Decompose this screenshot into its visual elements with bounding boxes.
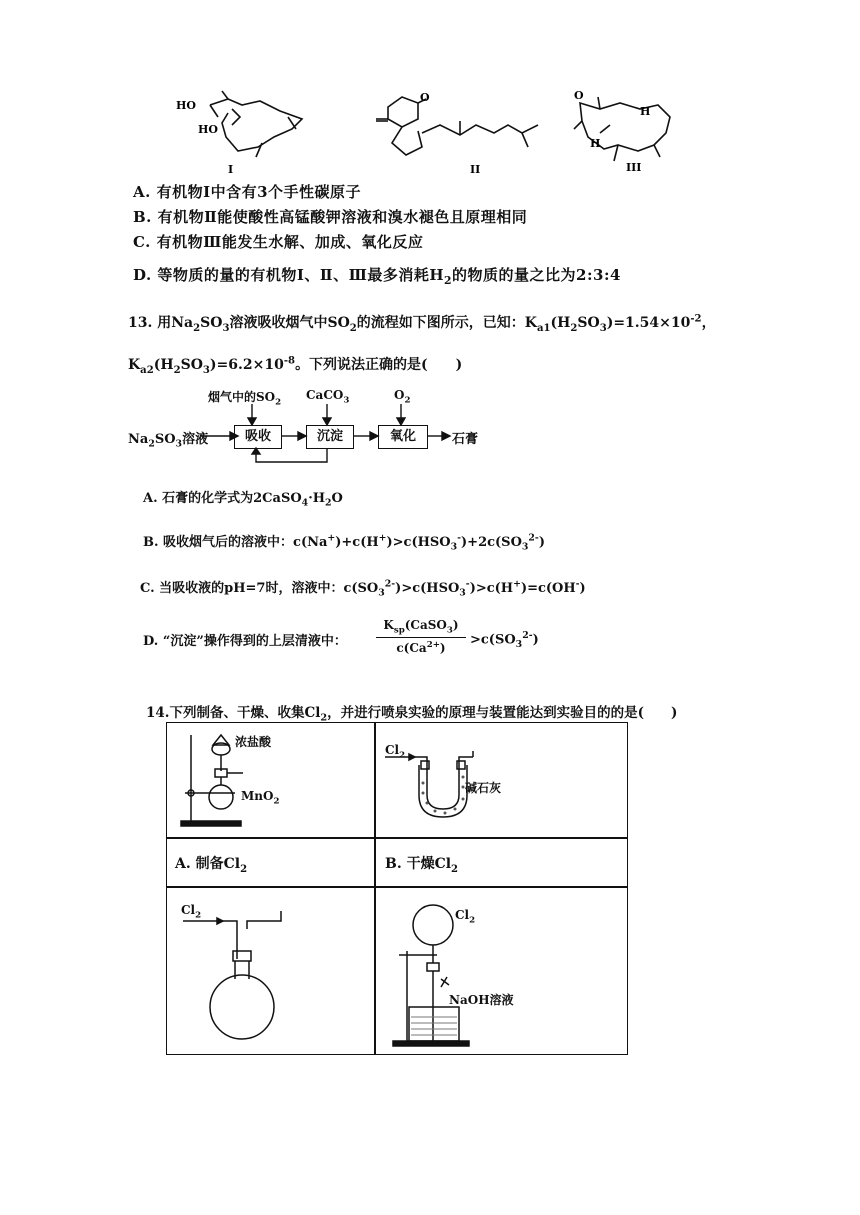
label-conc-hcl: 浓盐酸 (235, 735, 272, 749)
molecule-1-label: I (228, 163, 234, 176)
label-b-cl2: $Cl_2$ (385, 743, 406, 761)
q13-option-c: C. 当吸收液的pH=7时，溶液中：$c(SO_3^{2-})>c(HSO_3^-)>c(H^+)=c(OH^-)$ (140, 578, 586, 599)
fraction-bar (376, 637, 466, 638)
q13-option-d-tail: $>c(SO_3^{2-})$ (470, 630, 539, 650)
flow-output: 石膏 (452, 432, 479, 447)
molecule-3-structure (574, 97, 670, 161)
q13-stem-line1: 13. 用$Na_2SO_3$溶液吸收烟气中$SO_2$的流程如下图所示，已知：$K_{a1}(H_2SO_3)=1.54\times 10^{-2}$， (128, 313, 716, 334)
molecule-2-structure (376, 97, 538, 155)
molecule-3-h1: H (640, 105, 651, 118)
molecule-3-label: III (626, 161, 642, 174)
label-soda-lime: 碱石灰 (465, 781, 502, 795)
option-a-label: A. 制备$Cl_2$ (175, 856, 248, 875)
apparatus-c-drawing (181, 899, 371, 1049)
label-c-cl2: $Cl_2$ (181, 903, 202, 921)
molecule-2-label: II (470, 163, 481, 176)
flow-input: $Na_2SO_3$溶液 (128, 432, 209, 450)
flow-top-so2: 烟气中的$SO_2$ (208, 390, 282, 408)
q12-option-d: D. 等物质的量的有机物Ⅰ、Ⅱ、Ⅲ最多消耗$H_2$的物质的量之比为2:3:4 (133, 266, 621, 287)
molecule-3-o: O (574, 89, 584, 102)
molecule-1-ho-bottom: HO (198, 123, 218, 136)
option-b-label: B. 干燥$Cl_2$ (385, 856, 459, 875)
q12-option-b: B. 有机物Ⅱ能使酸性高锰酸钾溶液和溴水褪色且原理相同 (133, 208, 528, 226)
molecule-1-ho-top: HO (176, 99, 196, 112)
table-divider-h1 (167, 837, 627, 839)
q13-option-d-fraction (376, 618, 466, 655)
table-divider-h2 (167, 886, 627, 888)
q13-option-a: A. 石膏的化学式为$2CaSO_4\cdot H_2O$ (143, 491, 343, 509)
fraction-denominator: $c(Ca^{2+})$ (396, 640, 446, 656)
q14-stem: 14.下列制备、干燥、收集$Cl_2$，并进行喷泉实验的原理与装置能达到实验目的的是( ) (146, 705, 678, 724)
q14-apparatus-table (166, 722, 628, 1055)
q13-option-b: B. 吸收烟气后的溶液中：$c(Na^+)+c(H^+)>c(HSO_3^-)+2c(SO_3^{2-})$ (143, 532, 545, 553)
apparatus-b-drawing (383, 743, 543, 823)
apparatus-d-drawing (377, 891, 577, 1051)
q13-option-d: D. “沉淀”操作得到的上层清液中： (143, 634, 347, 649)
flow-top-caco3: CaCO$_3$ (306, 388, 350, 406)
molecule-2-o: O (420, 91, 430, 104)
apparatus-a-drawing (177, 731, 367, 831)
flow-top-o2: $O_2$ (394, 388, 411, 406)
table-divider-v (374, 723, 376, 1054)
molecule-3-h2: H (590, 137, 601, 150)
label-mno2: MnO$_2$ (241, 789, 280, 807)
q12-option-a: A. 有机物Ⅰ中含有3个手性碳原子 (133, 183, 362, 201)
q13-flow-diagram (128, 388, 528, 476)
flow-box-precipitate: 沉淀 (306, 425, 354, 449)
flow-box-oxidize: 氧化 (378, 425, 428, 449)
molecule-figure (170, 85, 730, 180)
fraction-numerator: $K_{sp}(CaSO_3)$ (383, 618, 459, 636)
label-naoh: NaOH溶液 (449, 993, 514, 1007)
label-d-cl2: $Cl_2$ (455, 908, 476, 926)
q12-option-c: C. 有机物Ⅲ能发生水解、加成、氧化反应 (133, 233, 424, 251)
q13-stem-line2: $K_{a2}(H_2SO_3)=6.2\times 10^{-8}$。下列说法正确的是( ) (128, 355, 463, 376)
flow-box-absorb: 吸收 (234, 425, 282, 449)
molecule-1-structure (210, 91, 302, 157)
